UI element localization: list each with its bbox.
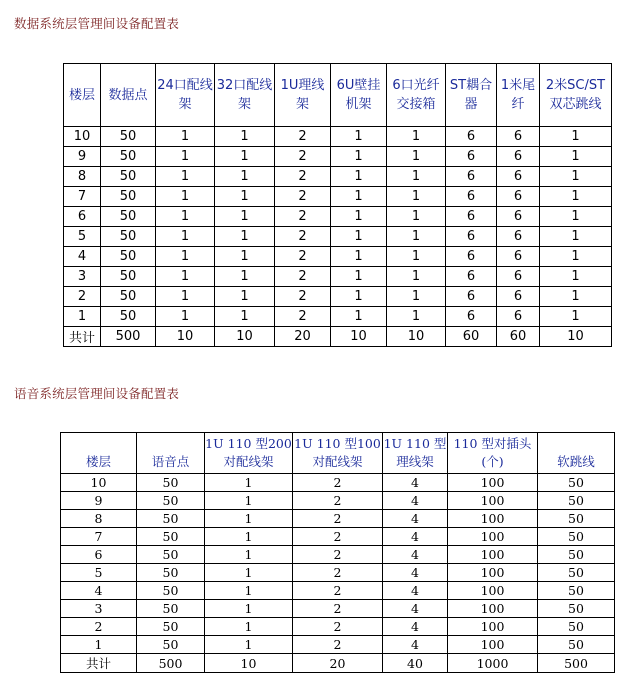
table-cell: 1 [205,600,293,618]
table-cell: 1 [156,307,215,327]
column-header: 楼层 [61,433,137,474]
table-cell: 50 [538,492,615,510]
floor-cell: 6 [61,546,137,564]
table-cell: 4 [383,564,448,582]
table-cell: 1 [331,147,387,167]
table-cell: 2 [275,227,331,247]
total-cell: 10 [215,327,275,347]
total-cell: 20 [293,654,383,673]
table-cell: 100 [448,618,538,636]
table-cell: 1 [387,287,446,307]
table-cell: 1 [331,227,387,247]
column-header: 1U理线架 [275,64,331,127]
table-cell: 4 [383,618,448,636]
total-cell: 10 [205,654,293,673]
table-cell: 2 [293,636,383,654]
table-cell: 1 [331,207,387,227]
floor-cell: 9 [61,492,137,510]
table-row [61,600,615,618]
table-cell: 2 [293,618,383,636]
table-cell: 2 [293,600,383,618]
table-cell: 6 [446,307,497,327]
table-row [61,474,615,492]
table-cell: 1 [215,307,275,327]
table-row [64,227,612,247]
table-cell: 1 [540,287,612,307]
column-header: 32口配线架 [215,64,275,127]
table-row [64,147,612,167]
table-cell: 1 [205,474,293,492]
total-cell: 10 [387,327,446,347]
table-cell: 50 [538,528,615,546]
table-row [61,528,615,546]
table-row [64,127,612,147]
column-header: 6口光纤交接箱 [387,64,446,127]
table-row [61,510,615,528]
column-header: 语音点 [137,433,205,474]
table-cell: 6 [497,167,540,187]
table-cell: 1 [156,227,215,247]
table-row [64,267,612,287]
table-cell: 1 [205,636,293,654]
table-cell: 50 [101,207,156,227]
table-cell: 4 [383,600,448,618]
table-cell: 1 [215,247,275,267]
table-cell: 6 [497,267,540,287]
table-cell: 6 [446,287,497,307]
table-cell: 1 [215,267,275,287]
header-row [61,433,615,474]
table-cell: 1 [331,307,387,327]
table-cell: 1 [215,187,275,207]
table-cell: 1 [205,618,293,636]
total-cell: 1000 [448,654,538,673]
total-cell: 20 [275,327,331,347]
table-cell: 1 [331,187,387,207]
table-cell: 1 [156,127,215,147]
table-cell: 1 [387,227,446,247]
column-header: 软跳线 [538,433,615,474]
floor-cell: 3 [64,267,101,287]
table-cell: 6 [497,187,540,207]
table-cell: 50 [538,546,615,564]
table-cell: 1 [331,287,387,307]
floor-cell: 4 [64,247,101,267]
table-cell: 100 [448,528,538,546]
table-cell: 6 [446,147,497,167]
total-row [61,654,615,673]
floor-cell: 7 [61,528,137,546]
table-cell: 1 [205,564,293,582]
table-cell: 1 [205,510,293,528]
column-header: 110 型对插头(个) [448,433,538,474]
table-row [61,546,615,564]
header-row [64,64,612,127]
floor-cell: 5 [61,564,137,582]
table-cell: 4 [383,636,448,654]
table-cell: 50 [538,600,615,618]
total-cell: 10 [156,327,215,347]
table-cell: 1 [205,546,293,564]
table-cell: 1 [540,307,612,327]
table-cell: 1 [540,147,612,167]
table-cell: 6 [446,207,497,227]
table-cell: 1 [331,167,387,187]
table-cell: 1 [387,307,446,327]
table-cell: 4 [383,528,448,546]
column-header: 6U壁挂机架 [331,64,387,127]
voice-system-config-table [60,432,615,673]
table-cell: 50 [101,127,156,147]
table-cell: 50 [101,307,156,327]
table-cell: 2 [293,564,383,582]
table-cell: 1 [156,267,215,287]
table-cell: 1 [540,187,612,207]
floor-cell: 8 [64,167,101,187]
table-cell: 1 [331,127,387,147]
table-cell: 2 [275,127,331,147]
table-cell: 6 [497,127,540,147]
total-cell: 500 [538,654,615,673]
column-header: 1U 110 型理线架 [383,433,448,474]
table-cell: 1 [540,267,612,287]
table-cell: 50 [137,546,205,564]
table-cell: 100 [448,474,538,492]
total-cell: 10 [540,327,612,347]
table-cell: 1 [215,227,275,247]
table-cell: 50 [538,582,615,600]
table-cell: 50 [137,564,205,582]
table-cell: 1 [540,127,612,147]
table-cell: 50 [101,227,156,247]
table-cell: 4 [383,492,448,510]
table-row [64,287,612,307]
table-cell: 1 [387,187,446,207]
table-cell: 1 [156,287,215,307]
table-cell: 1 [215,127,275,147]
floor-cell: 1 [61,636,137,654]
table-cell: 1 [387,247,446,267]
table-cell: 1 [540,207,612,227]
table-cell: 1 [156,187,215,207]
table-cell: 50 [137,636,205,654]
table-row [64,187,612,207]
table-cell: 1 [205,492,293,510]
table-cell: 50 [538,474,615,492]
table-cell: 6 [497,307,540,327]
table-row [61,492,615,510]
table-cell: 2 [275,207,331,227]
table-cell: 50 [101,267,156,287]
column-header: 楼层 [64,64,101,127]
table-cell: 50 [137,492,205,510]
total-label: 共计 [61,654,137,673]
table-cell: 4 [383,546,448,564]
table-row [64,307,612,327]
table-cell: 2 [275,167,331,187]
table-cell: 2 [293,492,383,510]
table-row [61,636,615,654]
table-cell: 50 [101,187,156,207]
table-cell: 6 [497,227,540,247]
table-cell: 2 [275,287,331,307]
table-cell: 50 [137,582,205,600]
table-cell: 100 [448,600,538,618]
table-row [61,618,615,636]
floor-cell: 7 [64,187,101,207]
table-cell: 2 [293,582,383,600]
table-cell: 2 [275,147,331,167]
floor-cell: 2 [64,287,101,307]
total-label: 共计 [64,327,101,347]
table-cell: 1 [215,207,275,227]
total-cell: 40 [383,654,448,673]
table-cell: 1 [215,147,275,167]
table-cell: 50 [137,618,205,636]
table-cell: 6 [446,167,497,187]
floor-cell: 6 [64,207,101,227]
table-cell: 1 [205,582,293,600]
floor-cell: 2 [61,618,137,636]
total-cell: 500 [137,654,205,673]
column-header: 2米SC/ST双芯跳线 [540,64,612,127]
table-cell: 100 [448,510,538,528]
table-cell: 2 [275,247,331,267]
table-cell: 1 [331,247,387,267]
floor-cell: 10 [61,474,137,492]
floor-cell: 3 [61,600,137,618]
floor-cell: 5 [64,227,101,247]
table-cell: 6 [446,267,497,287]
table-cell: 6 [446,227,497,247]
table-row [61,564,615,582]
table-cell: 1 [387,127,446,147]
column-header: 数据点 [101,64,156,127]
column-header: ST耦合器 [446,64,497,127]
table-cell: 1 [215,287,275,307]
table-cell: 1 [387,267,446,287]
table-cell: 6 [497,287,540,307]
floor-cell: 8 [61,510,137,528]
table-cell: 4 [383,474,448,492]
table-cell: 6 [497,207,540,227]
table-cell: 1 [540,247,612,267]
table-row [64,207,612,227]
table-cell: 50 [137,528,205,546]
table-cell: 50 [101,247,156,267]
floor-cell: 10 [64,127,101,147]
column-header: 1U 110 型100对配线架 [293,433,383,474]
total-row [64,327,612,347]
table-cell: 1 [156,247,215,267]
table-cell: 100 [448,546,538,564]
table-cell: 2 [293,528,383,546]
table-cell: 1 [540,167,612,187]
data-table-title: 数据系统层管理间设备配置表 [14,16,180,31]
table-cell: 2 [293,510,383,528]
table-cell: 100 [448,582,538,600]
total-cell: 60 [446,327,497,347]
table-cell: 1 [156,167,215,187]
table-cell: 1 [387,147,446,167]
table-cell: 6 [497,247,540,267]
table-cell: 50 [101,167,156,187]
table-cell: 1 [387,167,446,187]
table-cell: 100 [448,492,538,510]
floor-cell: 1 [64,307,101,327]
table-cell: 2 [275,267,331,287]
floor-cell: 9 [64,147,101,167]
table-cell: 2 [275,187,331,207]
table-cell: 1 [156,207,215,227]
table-cell: 50 [101,287,156,307]
table-cell: 50 [538,636,615,654]
table-cell: 50 [101,147,156,167]
table-cell: 50 [538,618,615,636]
table-cell: 4 [383,582,448,600]
table-cell: 2 [275,307,331,327]
table-cell: 2 [293,546,383,564]
table-cell: 50 [137,510,205,528]
table-cell: 4 [383,510,448,528]
table-cell: 1 [156,147,215,167]
table-cell: 50 [137,600,205,618]
table-cell: 1 [540,227,612,247]
total-cell: 60 [497,327,540,347]
data-system-config-table [63,63,612,347]
table-cell: 100 [448,636,538,654]
table-cell: 50 [538,510,615,528]
table-row [64,247,612,267]
column-header: 24口配线架 [156,64,215,127]
column-header: 1米尾纤 [497,64,540,127]
table-row [61,582,615,600]
table-cell: 6 [446,247,497,267]
table-cell: 1 [387,207,446,227]
total-cell: 500 [101,327,156,347]
table-cell: 6 [497,147,540,167]
table-cell: 6 [446,187,497,207]
voice-table-title: 语音系统层管理间设备配置表 [14,386,180,401]
table-cell: 100 [448,564,538,582]
table-cell: 1 [205,528,293,546]
table-cell: 6 [446,127,497,147]
total-cell: 10 [331,327,387,347]
column-header: 1U 110 型200对配线架 [205,433,293,474]
table-cell: 2 [293,474,383,492]
table-cell: 50 [137,474,205,492]
table-cell: 50 [538,564,615,582]
floor-cell: 4 [61,582,137,600]
table-cell: 1 [215,167,275,187]
table-row [64,167,612,187]
table-cell: 1 [331,267,387,287]
